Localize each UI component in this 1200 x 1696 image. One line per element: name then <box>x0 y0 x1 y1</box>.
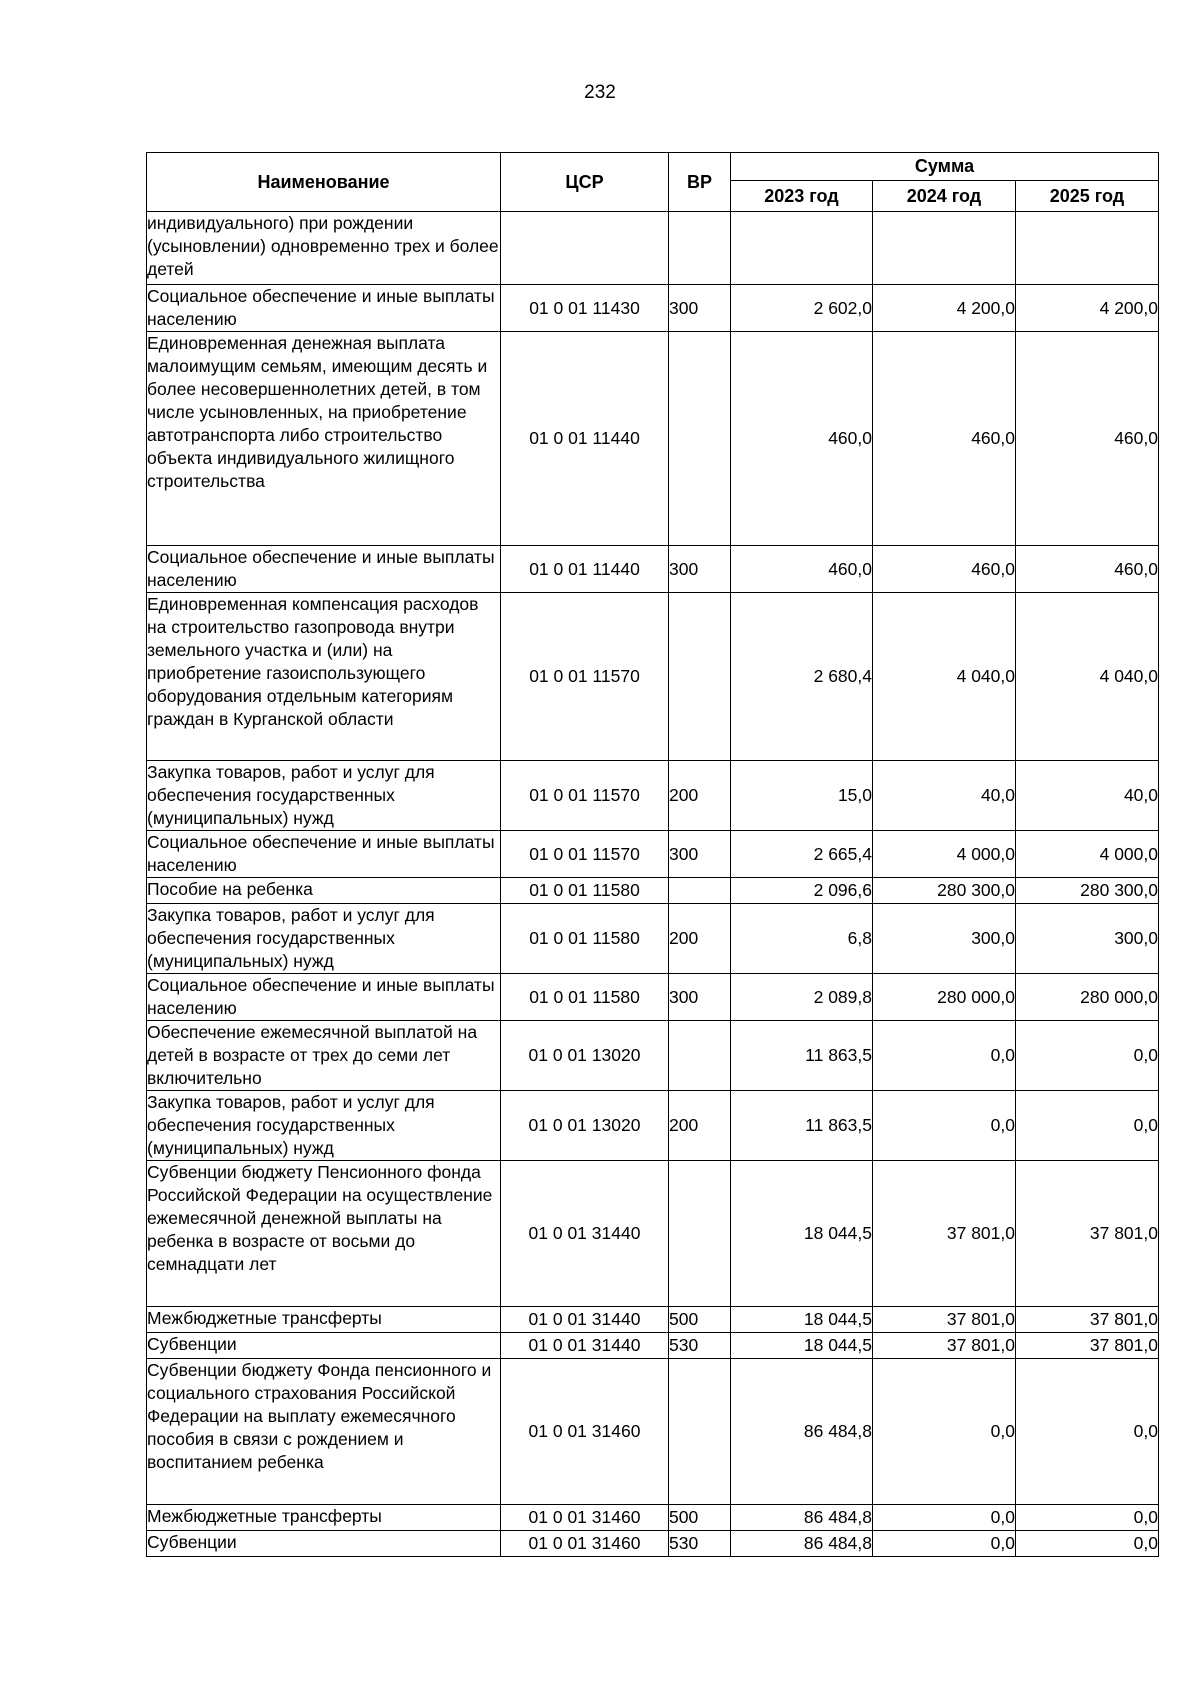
row-amount-2025: 0,0 <box>1016 1021 1159 1091</box>
row-amount-2023: 2 089,8 <box>731 974 873 1021</box>
row-vr <box>669 332 731 546</box>
row-name: Межбюджетные трансферты <box>147 1307 501 1333</box>
row-csr: 01 0 01 11440 <box>501 546 669 593</box>
row-amount-2025: 280 000,0 <box>1016 974 1159 1021</box>
row-amount-2023: 86 484,8 <box>731 1505 873 1531</box>
row-csr: 01 0 01 13020 <box>501 1021 669 1091</box>
row-vr: 500 <box>669 1307 731 1333</box>
table-header <box>147 153 1159 212</box>
row-vr: 530 <box>669 1531 731 1557</box>
row-csr: 01 0 01 11440 <box>501 332 669 546</box>
row-name: Закупка товаров, работ и услуг для обеспечения государственных (муниципальных) нужд <box>147 1091 501 1161</box>
row-csr: 01 0 01 31460 <box>501 1505 669 1531</box>
row-vr: 300 <box>669 974 731 1021</box>
header-year-2025: 2025 год <box>1016 181 1159 212</box>
row-amount-2023: 18 044,5 <box>731 1333 873 1359</box>
row-name: Социальное обеспечение и иные выплаты населению <box>147 285 501 332</box>
row-amount-2023: 18 044,5 <box>731 1161 873 1307</box>
table-row <box>147 1091 1159 1161</box>
row-vr: 200 <box>669 1091 731 1161</box>
row-amount-2025: 0,0 <box>1016 1359 1159 1505</box>
row-amount-2024: 460,0 <box>873 546 1016 593</box>
row-name: Субвенции <box>147 1531 501 1557</box>
table-row <box>147 593 1159 761</box>
row-amount-2025: 37 801,0 <box>1016 1161 1159 1307</box>
row-name: Субвенции <box>147 1333 501 1359</box>
row-csr: 01 0 01 31440 <box>501 1161 669 1307</box>
table-row <box>147 761 1159 831</box>
row-amount-2024: 4 000,0 <box>873 831 1016 878</box>
row-amount-2025: 37 801,0 <box>1016 1307 1159 1333</box>
row-amount-2025: 4 200,0 <box>1016 285 1159 332</box>
table-row <box>147 1505 1159 1531</box>
table-row <box>147 332 1159 546</box>
row-amount-2024: 4 200,0 <box>873 285 1016 332</box>
row-vr: 300 <box>669 831 731 878</box>
row-amount-2023 <box>731 212 873 285</box>
table-row <box>147 878 1159 904</box>
row-vr <box>669 1021 731 1091</box>
row-amount-2023: 2 096,6 <box>731 878 873 904</box>
row-amount-2024: 0,0 <box>873 1359 1016 1505</box>
row-vr: 300 <box>669 546 731 593</box>
row-vr: 300 <box>669 285 731 332</box>
header-year-2024: 2024 год <box>873 181 1016 212</box>
row-amount-2024: 37 801,0 <box>873 1161 1016 1307</box>
header-year-2023: 2023 год <box>731 181 873 212</box>
row-vr: 500 <box>669 1505 731 1531</box>
row-csr: 01 0 01 31440 <box>501 1333 669 1359</box>
table-row <box>147 546 1159 593</box>
row-name: Социальное обеспечение и иные выплаты населению <box>147 974 501 1021</box>
row-amount-2023: 86 484,8 <box>731 1359 873 1505</box>
row-amount-2023: 18 044,5 <box>731 1307 873 1333</box>
row-csr: 01 0 01 13020 <box>501 1091 669 1161</box>
row-amount-2024: 280 300,0 <box>873 878 1016 904</box>
row-name: индивидуального) при рождении (усыновлении) одновременно трех и более детей <box>147 212 501 285</box>
table-row <box>147 1161 1159 1307</box>
row-amount-2025: 0,0 <box>1016 1531 1159 1557</box>
row-amount-2025: 37 801,0 <box>1016 1333 1159 1359</box>
row-amount-2025 <box>1016 212 1159 285</box>
row-vr: 530 <box>669 1333 731 1359</box>
row-amount-2025: 0,0 <box>1016 1505 1159 1531</box>
row-csr: 01 0 01 11570 <box>501 831 669 878</box>
row-csr: 01 0 01 11580 <box>501 904 669 974</box>
row-name: Межбюджетные трансферты <box>147 1505 501 1531</box>
table-body <box>147 212 1159 1557</box>
header-name: Наименование <box>147 153 501 212</box>
row-name: Социальное обеспечение и иные выплаты населению <box>147 831 501 878</box>
row-amount-2024: 460,0 <box>873 332 1016 546</box>
row-amount-2024: 0,0 <box>873 1021 1016 1091</box>
row-amount-2023: 2 602,0 <box>731 285 873 332</box>
row-csr: 01 0 01 31460 <box>501 1359 669 1505</box>
table-row <box>147 1359 1159 1505</box>
row-amount-2025: 4 000,0 <box>1016 831 1159 878</box>
row-amount-2024: 40,0 <box>873 761 1016 831</box>
row-csr: 01 0 01 11570 <box>501 761 669 831</box>
row-name: Единовременная компенсация расходов на строительство газопровода внутри земельного участка и (или) на приобретение газоиспользующего оборудования отдельным категориям граждан в Курганской области <box>147 593 501 761</box>
row-csr: 01 0 01 11580 <box>501 974 669 1021</box>
row-name: Единовременная денежная выплата малоимущим семьям, имеющим десять и более несовершеннолетних детей, в том числе усыновленных, на приобретение автотранспорта либо строительство объекта индивидуального жилищного строительства <box>147 332 501 546</box>
row-csr: 01 0 01 31440 <box>501 1307 669 1333</box>
row-name: Обеспечение ежемесячной выплатой на детей в возрасте от трех до семи лет включительно <box>147 1021 501 1091</box>
row-csr <box>501 212 669 285</box>
row-amount-2023: 2 680,4 <box>731 593 873 761</box>
row-amount-2023: 460,0 <box>731 332 873 546</box>
table-row <box>147 1021 1159 1091</box>
row-vr: 200 <box>669 761 731 831</box>
row-name: Пособие на ребенка <box>147 878 501 904</box>
page-number: 232 <box>584 82 616 103</box>
row-amount-2024: 37 801,0 <box>873 1333 1016 1359</box>
row-amount-2025: 460,0 <box>1016 546 1159 593</box>
row-amount-2025: 0,0 <box>1016 1091 1159 1161</box>
row-vr <box>669 878 731 904</box>
row-amount-2025: 280 300,0 <box>1016 878 1159 904</box>
row-name: Социальное обеспечение и иные выплаты населению <box>147 546 501 593</box>
row-csr: 01 0 01 11430 <box>501 285 669 332</box>
table-row <box>147 974 1159 1021</box>
row-amount-2024: 300,0 <box>873 904 1016 974</box>
row-amount-2023: 11 863,5 <box>731 1021 873 1091</box>
budget-table <box>146 152 1159 1557</box>
row-amount-2023: 11 863,5 <box>731 1091 873 1161</box>
row-amount-2023: 6,8 <box>731 904 873 974</box>
row-vr: 200 <box>669 904 731 974</box>
row-amount-2023: 460,0 <box>731 546 873 593</box>
row-vr <box>669 1161 731 1307</box>
row-amount-2024: 0,0 <box>873 1505 1016 1531</box>
row-amount-2024: 280 000,0 <box>873 974 1016 1021</box>
table-row <box>147 285 1159 332</box>
row-amount-2024: 4 040,0 <box>873 593 1016 761</box>
row-name: Закупка товаров, работ и услуг для обеспечения государственных (муниципальных) нужд <box>147 761 501 831</box>
row-csr: 01 0 01 11580 <box>501 878 669 904</box>
row-amount-2023: 86 484,8 <box>731 1531 873 1557</box>
row-csr: 01 0 01 31460 <box>501 1531 669 1557</box>
row-name: Субвенции бюджету Фонда пенсионного и социального страхования Российской Федерации на выплату ежемесячного пособия в связи с рождением и воспитанием ребенка <box>147 1359 501 1505</box>
header-csr: ЦСР <box>501 153 669 212</box>
row-amount-2024: 37 801,0 <box>873 1307 1016 1333</box>
table-row <box>147 831 1159 878</box>
row-vr <box>669 593 731 761</box>
table-row <box>147 1333 1159 1359</box>
row-amount-2025: 300,0 <box>1016 904 1159 974</box>
row-amount-2024 <box>873 212 1016 285</box>
header-vr: ВР <box>669 153 731 212</box>
row-amount-2023: 2 665,4 <box>731 831 873 878</box>
row-amount-2025: 40,0 <box>1016 761 1159 831</box>
row-csr: 01 0 01 11570 <box>501 593 669 761</box>
row-amount-2025: 4 040,0 <box>1016 593 1159 761</box>
row-vr <box>669 212 731 285</box>
row-amount-2024: 0,0 <box>873 1531 1016 1557</box>
row-vr <box>669 1359 731 1505</box>
table-row <box>147 1307 1159 1333</box>
row-amount-2024: 0,0 <box>873 1091 1016 1161</box>
table-row <box>147 904 1159 974</box>
table-row <box>147 212 1159 285</box>
row-amount-2023: 15,0 <box>731 761 873 831</box>
row-name: Субвенции бюджету Пенсионного фонда Российской Федерации на осуществление ежемесячной денежной выплаты на ребенка в возрасте от восьми до семнадцати лет <box>147 1161 501 1307</box>
row-name: Закупка товаров, работ и услуг для обеспечения государственных (муниципальных) нужд <box>147 904 501 974</box>
header-sum: Сумма <box>731 153 1159 181</box>
row-amount-2025: 460,0 <box>1016 332 1159 546</box>
table-row <box>147 1531 1159 1557</box>
